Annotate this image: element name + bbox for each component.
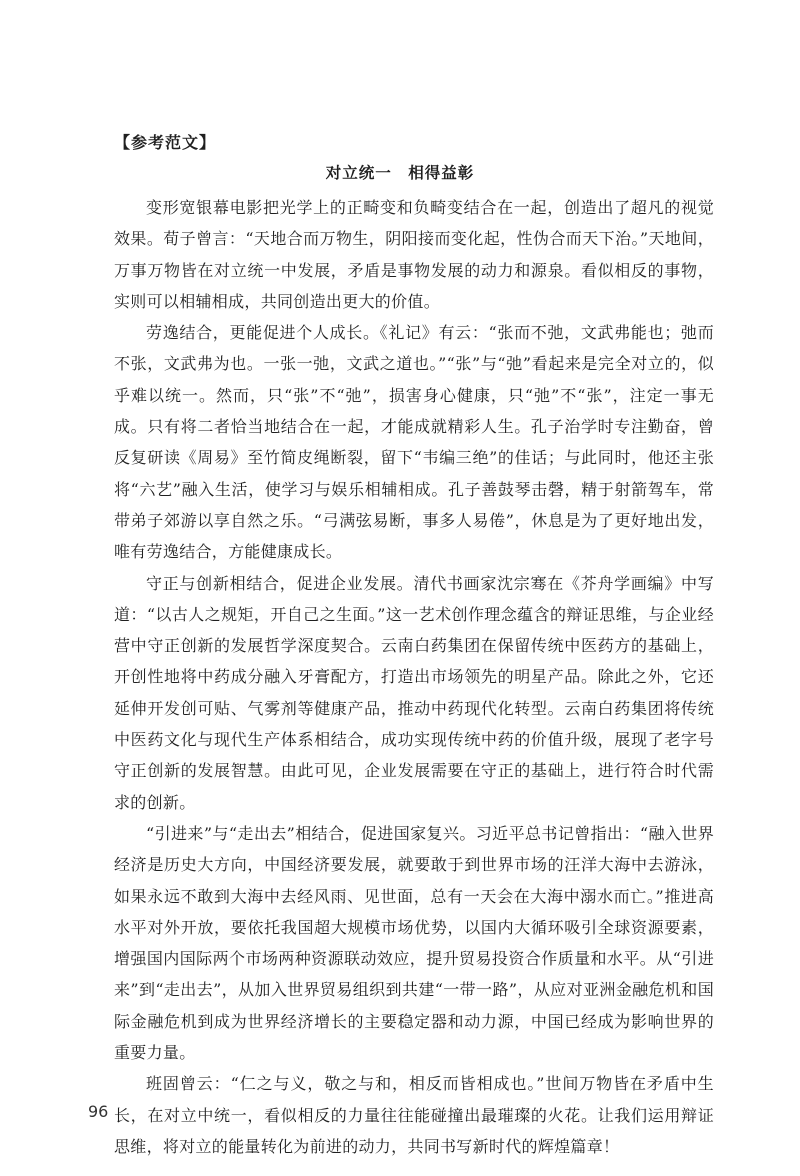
section-tag: 【参考范文】 [114, 133, 217, 152]
essay-body [114, 192, 714, 1162]
page-number: 96 [88, 1102, 109, 1121]
paragraph-intro: 变形宽银幕电影把光学上的正畸变和负畸变结合在一起，创造出了超凡的视觉效果。荀子曾言：“天地合而万物生，阴阳接而变化起，性伪合而天下治。”天地间，万事万物皆在对立统一中发展，矛盾是事物发展的动力和源泉。看似相反的事物，实则可以相辅相成，共同创造出更大的价值。 [114, 198, 714, 311]
paragraph-conclusion: 班固曾云：“仁之与义，敬之与和，相反而皆相成也。”世间万物皆在矛盾中生长，在对立中统一，看似相反的力量往往能碰撞出最璀璨的火花。让我们运用辩证思维，将对立的能量转化为前进的动力，共同书写新时代的辉煌篇章！ [114, 1074, 714, 1156]
paragraph-opening-up: “引进来”与“走出去”相结合，促进国家复兴。习近平总书记曾指出：“融入世界经济是历史大方向，中国经济要发展，就要敢于到世界市场的汪洋大海中去游泳，如果永远不敢到大海中去经风雨、见世面，总有一天会在大海中溺水而亡。”推进高水平对外开放，要依托我国超大规模市场优势，以国内大循环吸引全球资源要素，增强国内国际两个市场两种资源联动效应，提升贸易投资合作质量和水平。从“引进来”到“走出去”，从加入世界贸易组织到共建“一带一路”，从应对亚洲金融危机和国际金融危机到成为世界经济增长的主要稳定器和动力源，中国已经成为影响世界的重要力量。 [114, 823, 714, 1063]
paragraph-work-rest: 劳逸结合，更能促进个人成长。《礼记》有云：“张而不弛，文武弗能也；弛而不张，文武弗为也。一张一弛，文武之道也。”“张”与“弛”看起来是完全对立的，似乎难以统一。然而，只“张”不“弛”，损害身心健康，只“弛”不“张”，注定一事无成。只有将二者恰当地结合在一起，才能成就精彩人生。孔子治学时专注勤奋，曾反复研读《周易》至竹简皮绳断裂，留下“韦编三绝”的佳话；与此同时，他还主张将“六艺”融入生活，使学习与娱乐相辅相成。孔子善鼓琴击磬，精于射箭驾车，常带弟子郊游以享自然之乐。“弓满弦易断，事多人易倦”，休息是为了更好地出发，唯有劳逸结合，方能健康成长。 [114, 323, 714, 562]
essay-title: 对立统一 相得益彰 [325, 164, 475, 182]
paragraph-tradition-innovation: 守正与创新相结合，促进企业发展。清代书画家沈宗骞在《芥舟学画编》中写道：“以古人之规矩，开自己之生面。”这一艺术创作理念蕴含的辩证思维，与企业经营中守正创新的发展哲学深度契合。云南白药集团在保留传统中医药方的基础上，开创性地将中药成分融入牙膏配方，打造出市场领先的明星产品。除此之外，它还延伸开发创可贴、气雾剂等健康产品，推动中药现代化转型。云南白药集团将传统中医药文化与现代生产体系相结合，成功实现传统中药的价值升级，展现了老字号守正创新的发展智慧。由此可见，企业发展需要在守正的基础上，进行符合时代需求的创新。 [114, 573, 714, 812]
